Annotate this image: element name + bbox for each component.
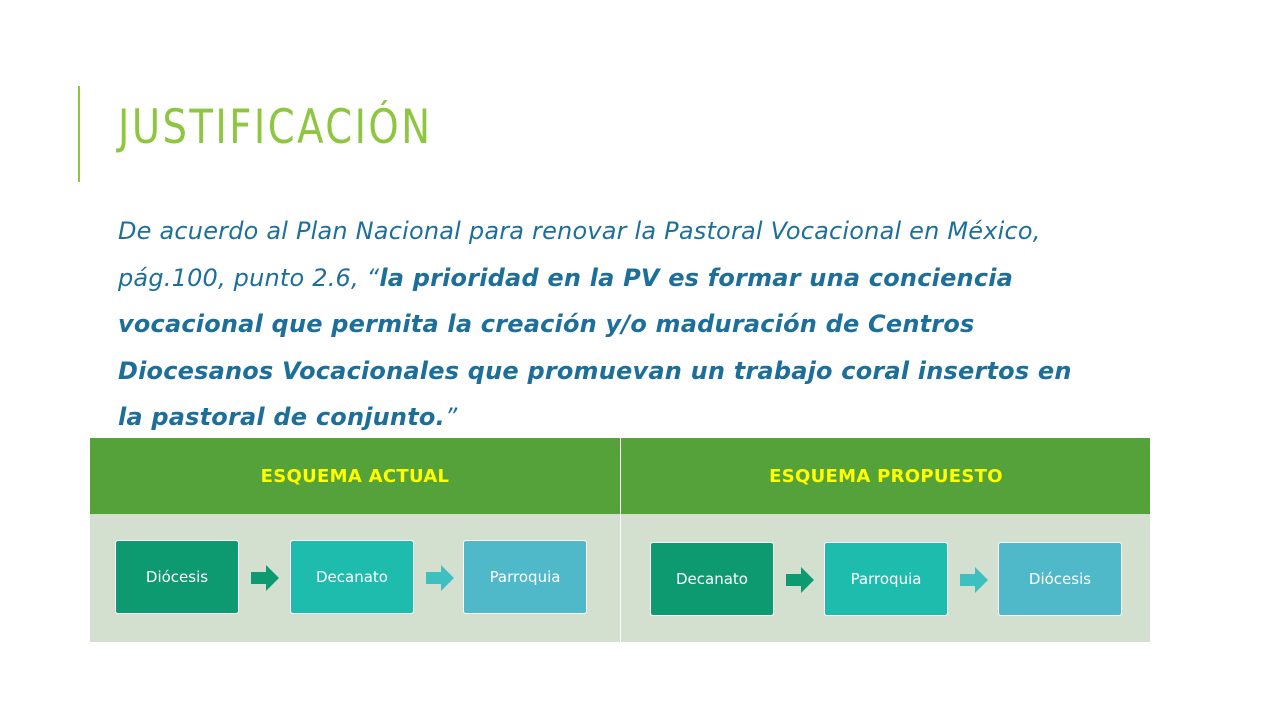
arrow-right-icon xyxy=(251,565,279,591)
node-actual-2: Decanato xyxy=(290,540,414,614)
node-propuesto-3: Diócesis xyxy=(998,542,1122,616)
header-esquema-actual: ESQUEMA ACTUAL xyxy=(260,465,450,487)
cell-esquema-actual xyxy=(90,514,620,642)
cell-esquema-propuesto xyxy=(620,514,1151,642)
body-intro: De acuerdo al Plan Nacional para renovar la Pastoral Vocacional en México, pág.100, punto 2.6, “ xyxy=(118,217,1041,292)
node-actual-3: Parroquia xyxy=(463,540,587,614)
arrow-right-icon xyxy=(426,565,454,591)
body-quote: la prioridad en la PV es formar una conciencia vocacional que permita la creación y/o maduración de Centros Diocesanos Vocacionales que promuevan un trabajo coral insertos en la pastoral de conjunto. xyxy=(118,263,1072,431)
comparison-table xyxy=(90,438,1150,642)
table-header-row xyxy=(90,438,1150,514)
flow-actual xyxy=(90,514,620,642)
flow-propuesto xyxy=(621,514,1151,642)
node-propuesto-1: Decanato xyxy=(650,542,774,616)
arrow-right-icon xyxy=(786,567,814,593)
body-paragraph xyxy=(118,208,1098,441)
title-accent-bar xyxy=(78,86,80,182)
arrow-right-icon xyxy=(960,567,988,593)
body-close-quote: ” xyxy=(444,403,458,431)
node-propuesto-2: Parroquia xyxy=(824,542,948,616)
slide-title: JUSTIFICACIÓN xyxy=(118,100,433,155)
table-body-row xyxy=(90,514,1150,642)
header-esquema-propuesto: ESQUEMA PROPUESTO xyxy=(620,438,1151,514)
node-actual-1: Diócesis xyxy=(115,540,239,614)
